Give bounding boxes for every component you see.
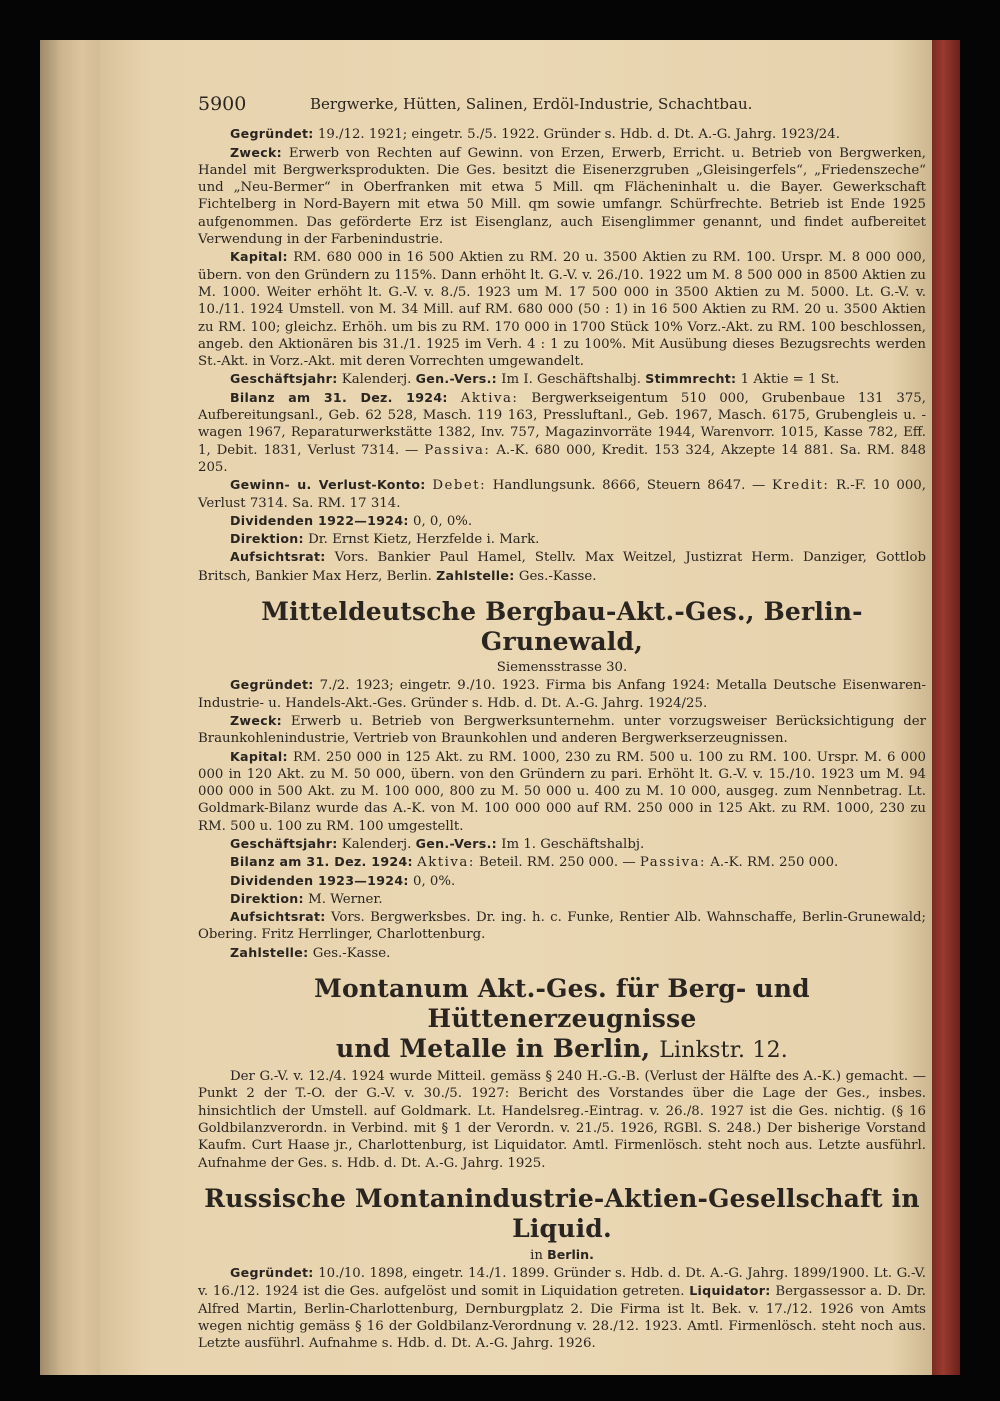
dividends: Dividenden 1922—1924: 0, 0, 0%. [230,512,473,529]
capital: Kapital: RM. 680 000 in 16 500 Aktien zu RM. 20 u. 3500 Aktien zu RM. 100. Urspr. M. 8 000 000, übern. von den Gründern zu 115%. Dann erhöht lt. G.-V. v. 26./10. 1922 um M. 8 500 000 in 8500 Aktien zu M. 1000. Weiter erhöht lt. G.-V. v. 8./5. 1923 um M. 17 500 000 in 3500 Aktien zu M. 5000. Lt. G.-V. v. 10./11. 1924 Umstell. von M. 34 Mill. auf RM. 680 000 (50 : 1) in 16 500 Aktien zu RM. 20 u. 3500 Aktien zu RM. 100; gleichz. Erhöh. um bis zu RM. 170 000 in 1700 Stück 10% Vorz.-Akt. zu RM. 100 beschlossen, angeb. den Aktionären bis 31./1. 1925 im Verh. 4 : 1 zu 100%. Mit Ausübung dieses Bezugsrechts werden St.-Akt. in Vorz.-Akt. mit deren Vorrechten umgewandelt. [198,249,926,370]
supervisory-board: Aufsichtsrat: Vors. Bergwerksbes. Dr. ing. h. c. Funke, Rentier Alb. Wahnschaffe, Berlin-Grunewald; Obering. Fritz Herrlinger, Charlottenburg. [198,909,926,943]
fiscal-year: Geschäftsjahr: Kalenderj. Gen.-Vers.: Im 1. Geschäftshalbj. [230,835,645,852]
entry-address: Siemensstrasse 30. [496,660,628,676]
entry-2 [198,597,926,962]
balance-sheet: Bilanz am 31. Dez. 1924: Aktiva: Bergwerkseigentum 510 000, Grubenbaue 131 375, Aufbereitungsanl., Geb. 62 528, Masch. 119 163, Pressluftanl., Geb. 1967, Masch. 6175, Grubengleis u. -wagen 1967, Reparaturwerkstätte 1382, Inv. 757, Magazinvorräte 1944, Warenvorr. 1015, Kasse 782, Eff. 1, Debit. 1831, Verlust 7314. — Passiva: A.-K. 680 000, Kredit. 153 324, Akzepte 14 881. Sa. RM. 848 205. [198,389,926,475]
book-edge [932,40,960,1375]
management: Direktion: Dr. Ernst Kietz, Herzfelde i. Mark. [230,531,540,548]
entry-title: Mitteldeutsche Bergbau-Akt.-Ges., Berlin-Grunewald, [261,597,863,657]
page-number: 5900 [198,93,247,115]
founded: Gegründet: 19./12. 1921; eingetr. 5./5. 1922. Gründer s. Hdb. d. Dt. A.-G. Jahrg. 1923/24. [230,126,840,143]
entry-location: in Berlin. [530,1246,594,1263]
purpose: Zweck: Erwerb u. Betrieb von Bergwerksunternehm. unter vorzugsweiser Berücksichtigung der Braunkohlenindustrie, Vertrieb von Braunkohlen und anderen Bergwerkserzeugnissen. [198,712,926,747]
balance-sheet: Bilanz am 31. Dez. 1924: Aktiva: Beteil. RM. 250 000. — Passiva: A.-K. RM. 250 000. [230,854,839,871]
supervisory-board: Aufsichtsrat: Vors. Bankier Paul Hamel, Stellv. Max Weitzel, Justizrat Herm. Danziger, Gottlob Britsch, Bankier Max Herz, Berlin. Zahlstelle: Ges.-Kasse. [198,549,926,584]
paying-agent: Zahlstelle: Ges.-Kasse. [230,944,391,961]
purpose: Zweck: Erwerb von Rechten auf Gewinn. von Erzen, Erwerb, Erricht. u. Betrieb von Bergwerken, Handel mit Bergwerksprodukten. Die Ges. besitzt die Eisenerzgruben „Gleisingerfels“, „Friedenszeche“ und „Neu-Bermer“ in Oberfranken mit etwa 5 Mill. qm Flächeninhalt u. die Bayer. Gewerkschaft Fichtelberg in Nord-Bayern mit etwa 50 Mill. qm sowie umfangr. Schürfrechte. Betrieb ist Ende 1925 aufgenommen. Das geförderte Erz ist Eisenglanz, auch Eisenglimmer genannt, und findet aufbereitet Verwendung in der Farbenindustrie. [198,144,926,248]
management: Direktion: M. Werner. [230,890,383,907]
entry-title: Montanum Akt.-Ges. für Berg- und Hüttenerzeugnisse und Metalle in Berlin, Linkstr. 12. [314,974,810,1064]
founded: Gegründet: 10./10. 1898, eingetr. 14./1. 1899. Gründer s. Hdb. d. Dt. A.-G. Jahrg. 1899/1900. Lt. G.-V. v. 16./12. 1924 ist die Ges. aufgelöst und somit in Liquidation getreten. Liquidator: Bergassessor a. D. Dr. Alfred Martin, Berlin-Charlottenburg, Dernburgplatz 2. Die Firma ist lt. Bek. v. 17./12. 1926 von Amts wegen nichtig gemäss § 16 der Goldbilanz-Verordnung v. 28./12. 1923. Amtl. Firmenlösch. steht noch aus. Letzte ausführl. Aufnahme s. Hdb. d. Dt. A.-G. Jahrg. 1926. [198,1265,926,1352]
page-text [198,93,926,1353]
running-title: Bergwerke, Hütten, Salinen, Erdöl-Industrie, Schachtbau. [310,95,753,113]
capital: Kapital: RM. 250 000 in 125 Akt. zu RM. 1000, 230 zu RM. 500 u. 100 zu RM. 100. Urspr. M. 6 000 000 in 120 Akt. zu M. 50 000, übern. von den Gründern zu pari. Erhöht lt. G.-V. v. 15./10. 1923 um M. 94 000 000 in 500 Akt. zu M. 100 000, 800 zu M. 50 000 u. 400 zu M. 10 000, ausgeg. zum Nennbetrag. Lt. Goldmark-Bilanz wurde das A.-K. von M. 100 000 000 auf RM. 250 000 in 125 Akt. zu RM. 1000, 230 zu RM. 500 u. 100 zu RM. 100 umgestellt. [198,748,926,834]
fiscal-year: Geschäftsjahr: Kalenderj. Gen.-Vers.: Im I. Geschäftshalbj. Stimmrecht: 1 Aktie = 1 St. [230,371,840,388]
dividends: Dividenden 1923—1924: 0, 0%. [230,872,456,889]
profit-loss: Gewinn- u. Verlust-Konto: Debet: Handlungsunk. 8666, Steuern 8647. — Kredit: R.-F. 10 000, Verlust 7314. Sa. RM. 17 314. [198,477,926,511]
founded: Gegründet: 7./2. 1923; eingetr. 9./10. 1923. Firma bis Anfang 1924: Metalla Deutsche Eisenwaren-Industrie- u. Handels-Akt.-Ges. Gründer s. Hdb. d. Dt. A.-G. Jahrg. 1924/25. [198,677,926,711]
entry-4 [198,1184,926,1353]
entry-3 [198,974,926,1172]
entry-title: Russische Montanindustrie-Aktien-Gesellschaft in Liquid. [204,1183,920,1243]
running-header [198,93,926,115]
entry-body: Der G.-V. v. 12./4. 1924 wurde Mitteil. gemäss § 240 H.-G.-B. (Verlust der Hälfte des A.-K.) gemacht. — Punkt 2 der T.-O. der G.-V. v. 30./5. 1927: Bericht des Vorstandes über die Lage der Ges., insbes. hinsichtlich der Umstell. auf Goldmark. Lt. Handelsreg.-Eintrag. v. 26./8. 1927 ist die Ges. nichtig. (§ 16 Goldbilanzverordn. in Verbind. mit § 1 der Verordn. v. 21./5. 1926, RGBl. S. 248.) Der bisherige Vorstand Kaufm. Curt Haase jr., Charlottenburg, ist Liquidator. Amtl. Firmenlösch. steht noch aus. Letzte ausführl. Aufnahme der Ges. s. Hdb. d. Dt. A.-G. Jahrg. 1925. [198,1069,926,1171]
entry-1 [198,125,926,585]
